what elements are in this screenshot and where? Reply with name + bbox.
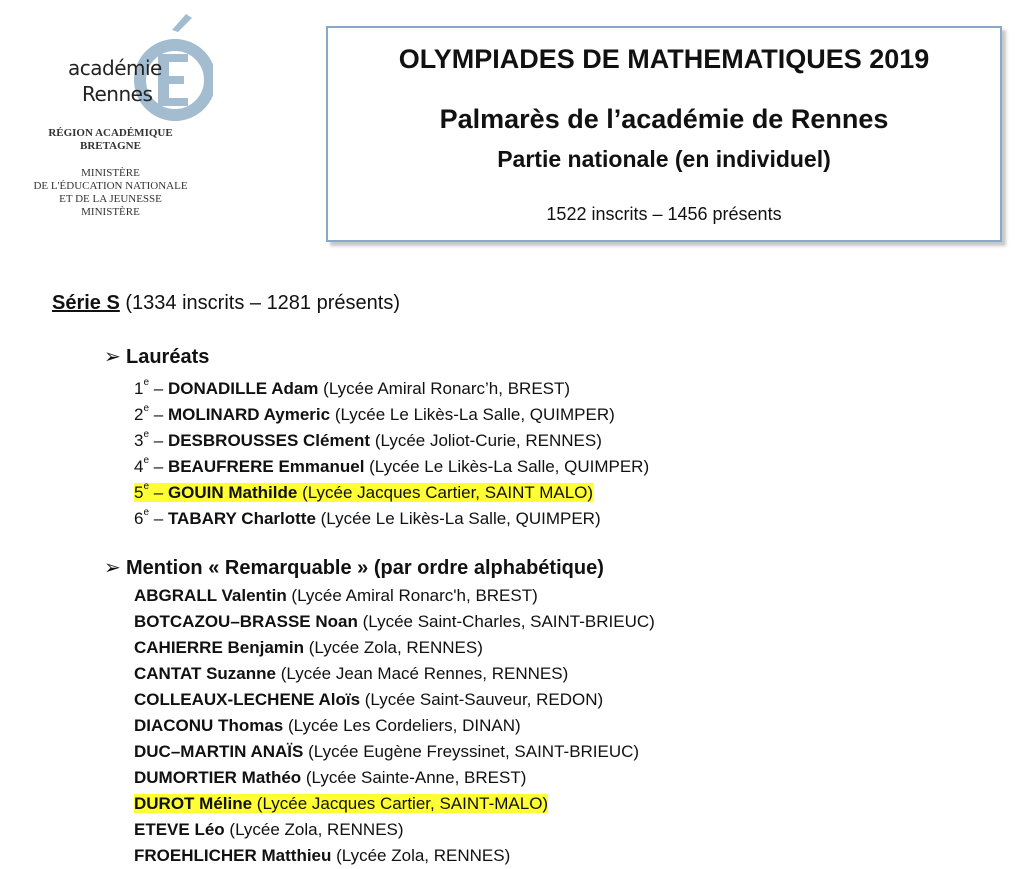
mention-heading-text: Mention « Remarquable » (par ordre alphabétique) — [126, 557, 604, 579]
school: (Lycée Eugène Freyssinet, SAINT-BRIEUC) — [303, 742, 640, 761]
logo-region-line1: RÉGION ACADÉMIQUE — [48, 127, 173, 139]
mention-list — [134, 583, 655, 869]
logo-academie-text: académie — [68, 56, 162, 80]
student-name: DONADILLE Adam — [167, 378, 319, 398]
rank: 2 — [134, 404, 144, 424]
school: (Lycée Saint-Sauveur, REDON) — [360, 690, 604, 709]
student-name: MOLINARD Aymeric — [167, 404, 331, 424]
laureats-heading-text: Lauréats — [126, 346, 210, 368]
list-item-content — [134, 457, 649, 476]
list-item-content — [134, 716, 521, 735]
list-item — [134, 450, 649, 476]
list-item-content — [134, 405, 615, 424]
school: (Lycée Saint-Charles, SAINT-BRIEUC) — [357, 612, 655, 631]
student-name: DUMORTIER Mathéo — [134, 768, 302, 787]
student-name: FROEHLICHER Matthieu — [134, 846, 332, 865]
school: (Lycée Jean Macé Rennes, RENNES) — [275, 664, 569, 683]
school: (Lycée Zola, RENNES) — [304, 638, 483, 657]
arrow-bullet-icon: ➢ — [104, 557, 121, 579]
list-item-content — [134, 586, 538, 605]
rank-suffix: e — [143, 377, 150, 388]
list-item — [134, 424, 649, 450]
laureats-heading — [104, 344, 209, 369]
list-item — [134, 791, 655, 817]
student-name: ABGRALL Valentin — [134, 586, 287, 605]
school: (Lycée Zola, RENNES) — [224, 820, 404, 839]
student-name: CAHIERRE Benjamin — [134, 638, 305, 657]
list-item-content — [134, 379, 570, 398]
school: (Lycée Zola, RENNES) — [331, 846, 511, 865]
list-item-content — [134, 768, 526, 787]
serie-label: Série S — [52, 292, 120, 314]
list-item — [134, 609, 655, 635]
list-item — [134, 843, 655, 869]
list-item — [134, 765, 655, 791]
mention-heading — [104, 555, 604, 580]
list-item — [134, 398, 649, 424]
logo-ministere — [8, 167, 213, 219]
rank: 5 — [134, 482, 144, 502]
rank-separator: – — [149, 482, 168, 502]
student-name: GOUIN Mathilde — [167, 482, 298, 502]
rank-suffix: e — [143, 455, 150, 466]
academie-logo — [8, 10, 213, 225]
list-item — [134, 713, 655, 739]
list-item — [134, 502, 649, 528]
rank-separator: – — [149, 378, 168, 398]
student-name: BEAUFRERE Emmanuel — [167, 456, 365, 476]
student-name: DIACONU Thomas — [134, 716, 284, 735]
student-name: BOTCAZOU–BRASSE Noan — [134, 612, 358, 631]
list-item — [134, 476, 649, 502]
serie-stats: (1334 inscrits – 1281 présents) — [125, 292, 400, 314]
rank-suffix: e — [143, 403, 150, 414]
school: (Lycée Le Likès-La Salle, QUIMPER) — [315, 508, 601, 528]
logo-ministere-line3: ET DE LA JEUNESSE — [59, 193, 162, 205]
logo-ministere-line4: MINISTÈRE — [81, 206, 140, 218]
title-box — [326, 26, 1002, 242]
arrow-bullet-icon: ➢ — [104, 346, 121, 368]
student-name: COLLEAUX-LECHENE Aloïs — [134, 690, 361, 709]
school: (Lycée Amiral Ronarc’h, BREST) — [318, 378, 571, 398]
serie-line — [52, 292, 400, 315]
school: (Lycée Les Cordeliers, DINAN) — [283, 716, 521, 735]
list-item — [134, 635, 655, 661]
logo-region — [8, 127, 213, 153]
rank: 1 — [134, 378, 144, 398]
student-name: DUROT Méline — [134, 794, 253, 813]
rank: 3 — [134, 430, 144, 450]
school: (Lycée Jacques Cartier, SAINT MALO) — [297, 482, 594, 502]
logo-region-line2: BRETAGNE — [80, 140, 141, 152]
list-item — [134, 687, 655, 713]
school: (Lycée Le Likès-La Salle, QUIMPER) — [330, 404, 615, 424]
rank-suffix: e — [143, 507, 150, 518]
rank-suffix: e — [143, 481, 150, 492]
student-name: TABARY Charlotte — [167, 508, 316, 528]
list-item-content — [134, 794, 548, 813]
page-title: OLYMPIADES DE MATHEMATIQUES 2019 — [398, 44, 930, 74]
laureats-list — [134, 372, 649, 528]
student-name: CANTAT Suzanne — [134, 664, 276, 683]
list-item — [134, 817, 655, 843]
school: (Lycée Le Likès-La Salle, QUIMPER) — [364, 456, 650, 476]
list-item-content — [134, 638, 483, 657]
list-item — [134, 372, 649, 398]
page-stats: 1522 inscrits – 1456 présents — [546, 204, 782, 224]
list-item-content — [134, 820, 404, 839]
list-item — [134, 661, 655, 687]
list-item-content — [134, 742, 639, 761]
list-item-content — [134, 483, 593, 502]
list-item — [134, 583, 655, 609]
logo-ministere-line2: DE L'ÉDUCATION NATIONALE — [33, 180, 188, 192]
rank-separator: – — [149, 508, 168, 528]
page-subtitle: Palmarès de l’académie de Rennes — [439, 104, 889, 134]
rank-separator: – — [149, 430, 168, 450]
list-item-content — [134, 664, 568, 683]
rank-suffix: e — [143, 429, 150, 440]
school: (Lycée Sainte-Anne, BREST) — [301, 768, 527, 787]
list-item — [134, 739, 655, 765]
school: (Lycée Amiral Ronarc'h, BREST) — [286, 586, 538, 605]
page-part: Partie nationale (en individuel) — [497, 146, 831, 172]
logo-rennes-text: Rennes — [82, 82, 153, 106]
list-item-content — [134, 509, 601, 528]
student-name: DUC–MARTIN ANAÏS — [134, 742, 304, 761]
list-item-content — [134, 846, 510, 865]
logo-ministere-line1: MINISTÈRE — [81, 167, 140, 179]
list-item-content — [134, 431, 602, 450]
school: (Lycée Jacques Cartier, SAINT-MALO) — [252, 794, 549, 813]
student-name: ETEVE Léo — [134, 820, 225, 839]
rank: 6 — [134, 508, 144, 528]
student-name: DESBROUSSES Clément — [167, 430, 371, 450]
list-item-content — [134, 690, 603, 709]
list-item-content — [134, 612, 655, 631]
rank-separator: – — [149, 404, 168, 424]
rank-separator: – — [149, 456, 168, 476]
school: (Lycée Joliot-Curie, RENNES) — [370, 430, 602, 450]
rank: 4 — [134, 456, 144, 476]
